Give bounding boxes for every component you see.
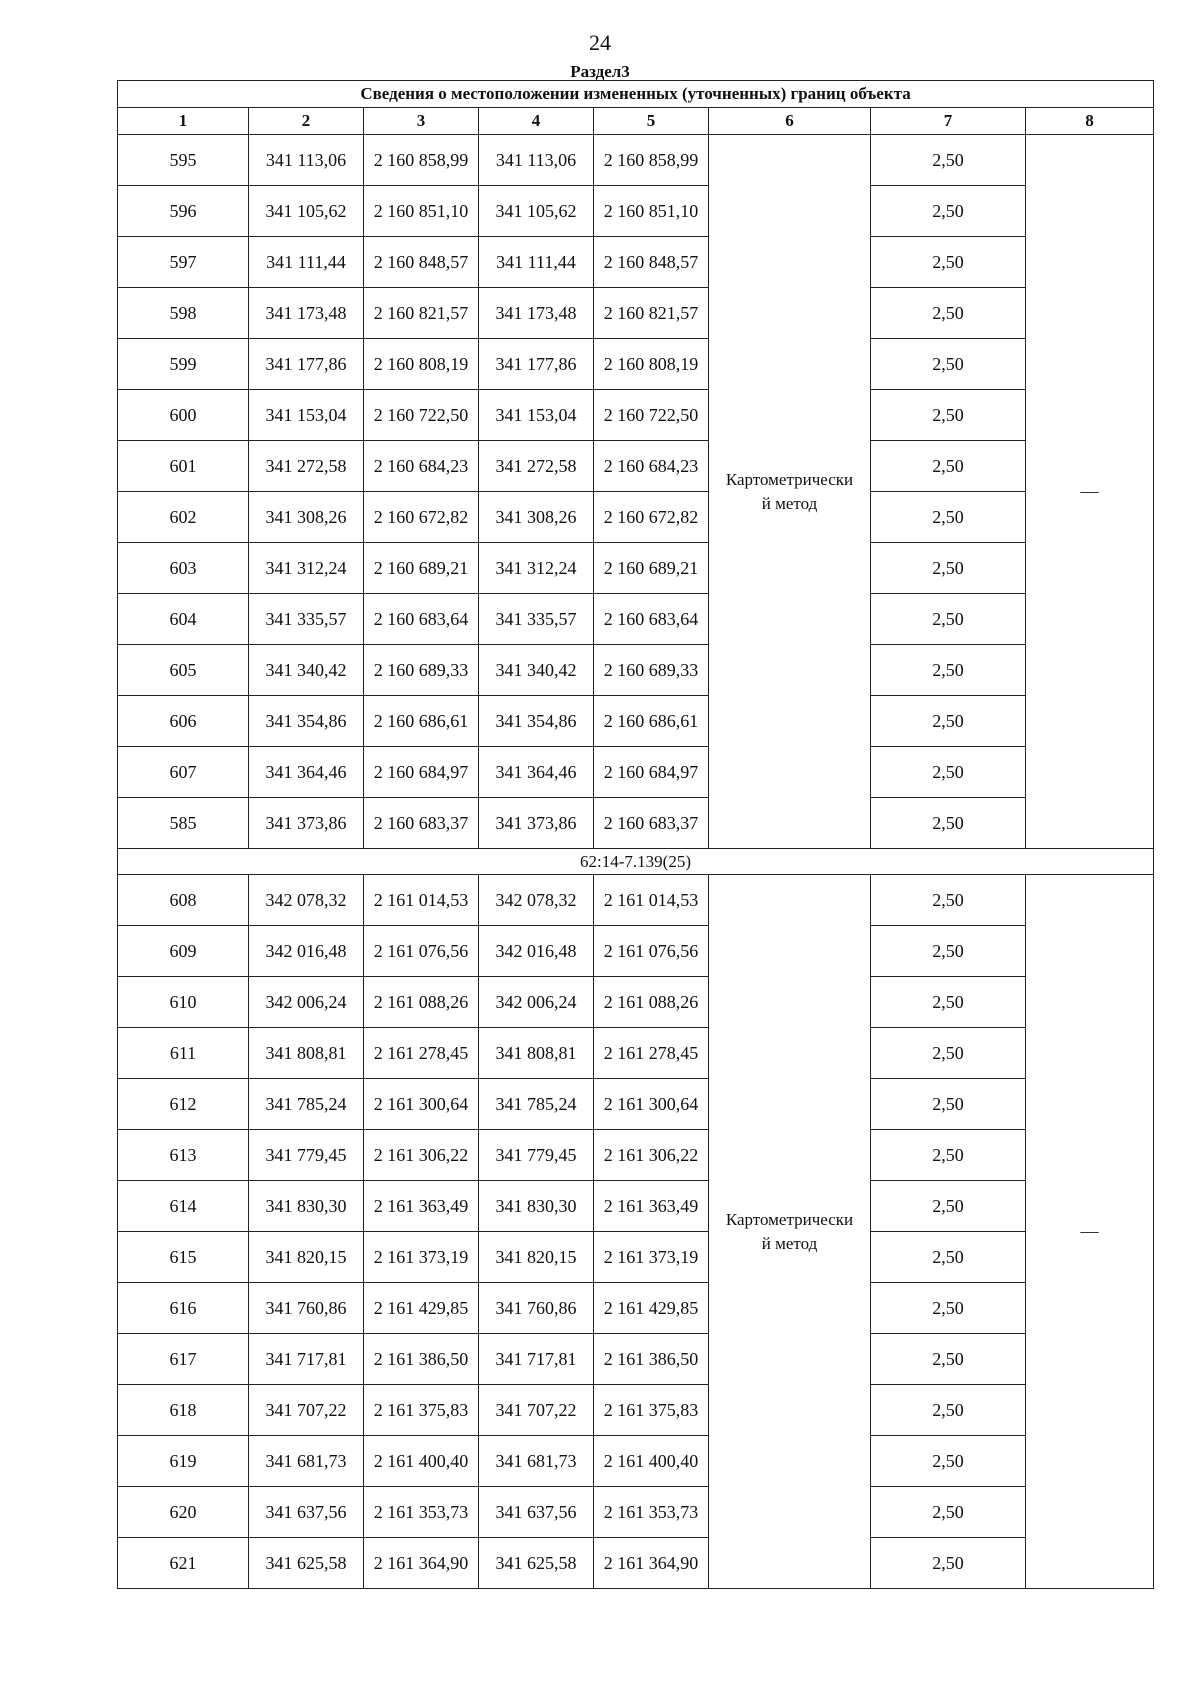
x-existing-cell: 342 078,32 <box>249 875 364 926</box>
y-existing-cell: 2 161 373,19 <box>364 1232 479 1283</box>
y-existing-cell: 2 161 386,50 <box>364 1334 479 1385</box>
table-row <box>118 926 1154 977</box>
x-existing-cell: 341 364,46 <box>249 747 364 798</box>
accuracy-cell: 2,50 <box>871 977 1026 1028</box>
object-label-row <box>118 849 1154 875</box>
table-row <box>118 186 1154 237</box>
accuracy-cell: 2,50 <box>871 237 1026 288</box>
y-new-cell: 2 161 014,53 <box>594 875 709 926</box>
y-new-cell: 2 161 278,45 <box>594 1028 709 1079</box>
x-new-cell: 341 272,58 <box>479 441 594 492</box>
x-existing-cell: 341 153,04 <box>249 390 364 441</box>
table-row <box>118 1130 1154 1181</box>
accuracy-cell: 2,50 <box>871 390 1026 441</box>
point-number-cell: 606 <box>118 696 249 747</box>
y-new-cell: 2 161 088,26 <box>594 977 709 1028</box>
accuracy-cell: 2,50 <box>871 135 1026 186</box>
accuracy-cell: 2,50 <box>871 1181 1026 1232</box>
table-row <box>118 135 1154 186</box>
x-new-cell: 341 707,22 <box>479 1385 594 1436</box>
point-number-cell: 618 <box>118 1385 249 1436</box>
x-existing-cell: 341 681,73 <box>249 1436 364 1487</box>
x-new-cell: 341 820,15 <box>479 1232 594 1283</box>
point-number-cell: 615 <box>118 1232 249 1283</box>
y-existing-cell: 2 161 353,73 <box>364 1487 479 1538</box>
x-new-cell: 341 373,86 <box>479 798 594 849</box>
table-row <box>118 977 1154 1028</box>
point-number-cell: 598 <box>118 288 249 339</box>
x-existing-cell: 341 785,24 <box>249 1079 364 1130</box>
y-new-cell: 2 160 689,21 <box>594 543 709 594</box>
accuracy-cell: 2,50 <box>871 1232 1026 1283</box>
point-number-cell: 608 <box>118 875 249 926</box>
x-existing-cell: 341 830,30 <box>249 1181 364 1232</box>
point-number-cell: 620 <box>118 1487 249 1538</box>
x-new-cell: 341 335,57 <box>479 594 594 645</box>
column-number: 3 <box>364 108 479 135</box>
table-row <box>118 1538 1154 1589</box>
method-text-line: Картометрически <box>725 1209 854 1229</box>
table-row <box>118 798 1154 849</box>
table-row <box>118 1232 1154 1283</box>
table-row <box>118 747 1154 798</box>
table-row <box>118 875 1154 926</box>
point-number-cell: 596 <box>118 186 249 237</box>
y-new-cell: 2 160 848,57 <box>594 237 709 288</box>
point-number-cell: 617 <box>118 1334 249 1385</box>
accuracy-cell: 2,50 <box>871 1334 1026 1385</box>
point-number-cell: 604 <box>118 594 249 645</box>
table-caption: Сведения о местоположении измененных (уточненных) границ объекта <box>118 81 1154 108</box>
accuracy-cell: 2,50 <box>871 645 1026 696</box>
page-number: 24 <box>589 30 611 55</box>
accuracy-cell: 2,50 <box>871 1283 1026 1334</box>
point-number-cell: 619 <box>118 1436 249 1487</box>
method-cell <box>709 135 871 849</box>
table-row <box>118 237 1154 288</box>
x-existing-cell: 341 779,45 <box>249 1130 364 1181</box>
y-new-cell: 2 161 373,19 <box>594 1232 709 1283</box>
y-new-cell: 2 160 686,61 <box>594 696 709 747</box>
column-number: 8 <box>1026 108 1154 135</box>
column-number: 1 <box>118 108 249 135</box>
accuracy-cell: 2,50 <box>871 875 1026 926</box>
point-number-cell: 609 <box>118 926 249 977</box>
x-existing-cell: 341 820,15 <box>249 1232 364 1283</box>
x-new-cell: 341 105,62 <box>479 186 594 237</box>
y-existing-cell: 2 160 851,10 <box>364 186 479 237</box>
y-existing-cell: 2 161 375,83 <box>364 1385 479 1436</box>
table-row <box>118 1385 1154 1436</box>
y-existing-cell: 2 160 683,64 <box>364 594 479 645</box>
x-new-cell: 342 016,48 <box>479 926 594 977</box>
column-number: 4 <box>479 108 594 135</box>
table-row <box>118 696 1154 747</box>
y-new-cell: 2 161 353,73 <box>594 1487 709 1538</box>
y-new-cell: 2 160 672,82 <box>594 492 709 543</box>
point-number-cell: 621 <box>118 1538 249 1589</box>
column-number: 7 <box>871 108 1026 135</box>
y-new-cell: 2 160 684,97 <box>594 747 709 798</box>
table-row <box>118 543 1154 594</box>
y-existing-cell: 2 160 684,97 <box>364 747 479 798</box>
point-number-cell: 613 <box>118 1130 249 1181</box>
point-number-cell: 597 <box>118 237 249 288</box>
y-existing-cell: 2 161 306,22 <box>364 1130 479 1181</box>
accuracy-cell: 2,50 <box>871 1079 1026 1130</box>
y-new-cell: 2 160 808,19 <box>594 339 709 390</box>
x-new-cell: 341 785,24 <box>479 1079 594 1130</box>
y-existing-cell: 2 161 400,40 <box>364 1436 479 1487</box>
section-title: Раздел3 <box>570 62 630 81</box>
table-row <box>118 645 1154 696</box>
x-new-cell: 341 808,81 <box>479 1028 594 1079</box>
x-existing-cell: 341 808,81 <box>249 1028 364 1079</box>
x-existing-cell: 342 006,24 <box>249 977 364 1028</box>
column-number: 2 <box>249 108 364 135</box>
x-existing-cell: 341 354,86 <box>249 696 364 747</box>
method-text-line: Картометрически <box>725 469 854 489</box>
x-new-cell: 341 637,56 <box>479 1487 594 1538</box>
x-existing-cell: 341 111,44 <box>249 237 364 288</box>
x-new-cell: 341 625,58 <box>479 1538 594 1589</box>
y-existing-cell: 2 160 848,57 <box>364 237 479 288</box>
boundary-coordinates-table <box>117 80 1154 1589</box>
y-new-cell: 2 160 851,10 <box>594 186 709 237</box>
y-new-cell: 2 160 689,33 <box>594 645 709 696</box>
table-row <box>118 1487 1154 1538</box>
y-existing-cell: 2 161 364,90 <box>364 1538 479 1589</box>
point-number-cell: 599 <box>118 339 249 390</box>
y-existing-cell: 2 161 278,45 <box>364 1028 479 1079</box>
table-row <box>118 492 1154 543</box>
accuracy-cell: 2,50 <box>871 747 1026 798</box>
x-existing-cell: 341 308,26 <box>249 492 364 543</box>
y-new-cell: 2 161 306,22 <box>594 1130 709 1181</box>
y-existing-cell: 2 160 672,82 <box>364 492 479 543</box>
description-cell: — <box>1026 875 1154 1589</box>
column-number: 6 <box>709 108 871 135</box>
table-row <box>118 339 1154 390</box>
x-existing-cell: 341 637,56 <box>249 1487 364 1538</box>
x-new-cell: 341 312,24 <box>479 543 594 594</box>
table-body <box>118 135 1154 1589</box>
accuracy-cell: 2,50 <box>871 926 1026 977</box>
accuracy-cell: 2,50 <box>871 1487 1026 1538</box>
x-existing-cell: 341 707,22 <box>249 1385 364 1436</box>
accuracy-cell: 2,50 <box>871 186 1026 237</box>
table-row <box>118 288 1154 339</box>
accuracy-cell: 2,50 <box>871 594 1026 645</box>
x-new-cell: 341 113,06 <box>479 135 594 186</box>
x-new-cell: 341 111,44 <box>479 237 594 288</box>
accuracy-cell: 2,50 <box>871 492 1026 543</box>
method-cell <box>709 875 871 1589</box>
x-new-cell: 341 340,42 <box>479 645 594 696</box>
y-existing-cell: 2 160 689,33 <box>364 645 479 696</box>
accuracy-cell: 2,50 <box>871 543 1026 594</box>
x-new-cell: 341 364,46 <box>479 747 594 798</box>
y-existing-cell: 2 160 689,21 <box>364 543 479 594</box>
x-new-cell: 342 078,32 <box>479 875 594 926</box>
y-new-cell: 2 161 076,56 <box>594 926 709 977</box>
y-new-cell: 2 160 858,99 <box>594 135 709 186</box>
x-existing-cell: 341 717,81 <box>249 1334 364 1385</box>
x-existing-cell: 341 312,24 <box>249 543 364 594</box>
accuracy-cell: 2,50 <box>871 1028 1026 1079</box>
accuracy-cell: 2,50 <box>871 798 1026 849</box>
y-existing-cell: 2 161 014,53 <box>364 875 479 926</box>
y-new-cell: 2 161 364,90 <box>594 1538 709 1589</box>
point-number-cell: 601 <box>118 441 249 492</box>
y-new-cell: 2 161 386,50 <box>594 1334 709 1385</box>
y-new-cell: 2 160 722,50 <box>594 390 709 441</box>
point-number-cell: 612 <box>118 1079 249 1130</box>
y-existing-cell: 2 160 683,37 <box>364 798 479 849</box>
table-row <box>118 1079 1154 1130</box>
point-number-cell: 595 <box>118 135 249 186</box>
y-existing-cell: 2 161 429,85 <box>364 1283 479 1334</box>
y-existing-cell: 2 160 684,23 <box>364 441 479 492</box>
method-text-line: й метод <box>761 1233 818 1253</box>
accuracy-cell: 2,50 <box>871 1436 1026 1487</box>
y-new-cell: 2 161 300,64 <box>594 1079 709 1130</box>
x-new-cell: 341 354,86 <box>479 696 594 747</box>
point-number-cell: 614 <box>118 1181 249 1232</box>
x-new-cell: 341 173,48 <box>479 288 594 339</box>
accuracy-cell: 2,50 <box>871 441 1026 492</box>
y-existing-cell: 2 161 076,56 <box>364 926 479 977</box>
y-existing-cell: 2 161 088,26 <box>364 977 479 1028</box>
x-new-cell: 341 177,86 <box>479 339 594 390</box>
table-row <box>118 441 1154 492</box>
method-text-line: й метод <box>761 493 818 513</box>
x-new-cell: 342 006,24 <box>479 977 594 1028</box>
x-existing-cell: 341 335,57 <box>249 594 364 645</box>
x-existing-cell: 341 272,58 <box>249 441 364 492</box>
description-cell: — <box>1026 135 1154 849</box>
x-existing-cell: 342 016,48 <box>249 926 364 977</box>
accuracy-cell: 2,50 <box>871 1130 1026 1181</box>
point-number-cell: 602 <box>118 492 249 543</box>
y-existing-cell: 2 160 686,61 <box>364 696 479 747</box>
y-new-cell: 2 160 821,57 <box>594 288 709 339</box>
y-new-cell: 2 160 684,23 <box>594 441 709 492</box>
accuracy-cell: 2,50 <box>871 1538 1026 1589</box>
x-new-cell: 341 153,04 <box>479 390 594 441</box>
y-existing-cell: 2 160 821,57 <box>364 288 479 339</box>
y-existing-cell: 2 161 363,49 <box>364 1181 479 1232</box>
x-new-cell: 341 681,73 <box>479 1436 594 1487</box>
x-new-cell: 341 760,86 <box>479 1283 594 1334</box>
y-new-cell: 2 160 683,37 <box>594 798 709 849</box>
x-existing-cell: 341 177,86 <box>249 339 364 390</box>
table-row <box>118 390 1154 441</box>
x-new-cell: 341 830,30 <box>479 1181 594 1232</box>
accuracy-cell: 2,50 <box>871 1385 1026 1436</box>
column-number: 5 <box>594 108 709 135</box>
x-existing-cell: 341 113,06 <box>249 135 364 186</box>
point-number-cell: 610 <box>118 977 249 1028</box>
table-row <box>118 1283 1154 1334</box>
point-number-cell: 600 <box>118 390 249 441</box>
table-row <box>118 1436 1154 1487</box>
y-new-cell: 2 161 375,83 <box>594 1385 709 1436</box>
table-row <box>118 1334 1154 1385</box>
y-existing-cell: 2 161 300,64 <box>364 1079 479 1130</box>
accuracy-cell: 2,50 <box>871 696 1026 747</box>
y-existing-cell: 2 160 808,19 <box>364 339 479 390</box>
x-existing-cell: 341 625,58 <box>249 1538 364 1589</box>
table-row <box>118 1028 1154 1079</box>
point-number-cell: 585 <box>118 798 249 849</box>
point-number-cell: 616 <box>118 1283 249 1334</box>
y-existing-cell: 2 160 858,99 <box>364 135 479 186</box>
x-existing-cell: 341 373,86 <box>249 798 364 849</box>
point-number-cell: 611 <box>118 1028 249 1079</box>
column-number-row <box>118 108 1154 135</box>
x-new-cell: 341 308,26 <box>479 492 594 543</box>
y-new-cell: 2 161 363,49 <box>594 1181 709 1232</box>
y-new-cell: 2 161 400,40 <box>594 1436 709 1487</box>
table-row <box>118 1181 1154 1232</box>
point-number-cell: 603 <box>118 543 249 594</box>
y-new-cell: 2 160 683,64 <box>594 594 709 645</box>
x-existing-cell: 341 760,86 <box>249 1283 364 1334</box>
accuracy-cell: 2,50 <box>871 288 1026 339</box>
y-new-cell: 2 161 429,85 <box>594 1283 709 1334</box>
table-row <box>118 594 1154 645</box>
x-existing-cell: 341 105,62 <box>249 186 364 237</box>
x-existing-cell: 341 340,42 <box>249 645 364 696</box>
x-new-cell: 341 717,81 <box>479 1334 594 1385</box>
y-existing-cell: 2 160 722,50 <box>364 390 479 441</box>
object-label: 62:14-7.139(25) <box>118 849 1154 875</box>
accuracy-cell: 2,50 <box>871 339 1026 390</box>
x-new-cell: 341 779,45 <box>479 1130 594 1181</box>
x-existing-cell: 341 173,48 <box>249 288 364 339</box>
point-number-cell: 607 <box>118 747 249 798</box>
point-number-cell: 605 <box>118 645 249 696</box>
